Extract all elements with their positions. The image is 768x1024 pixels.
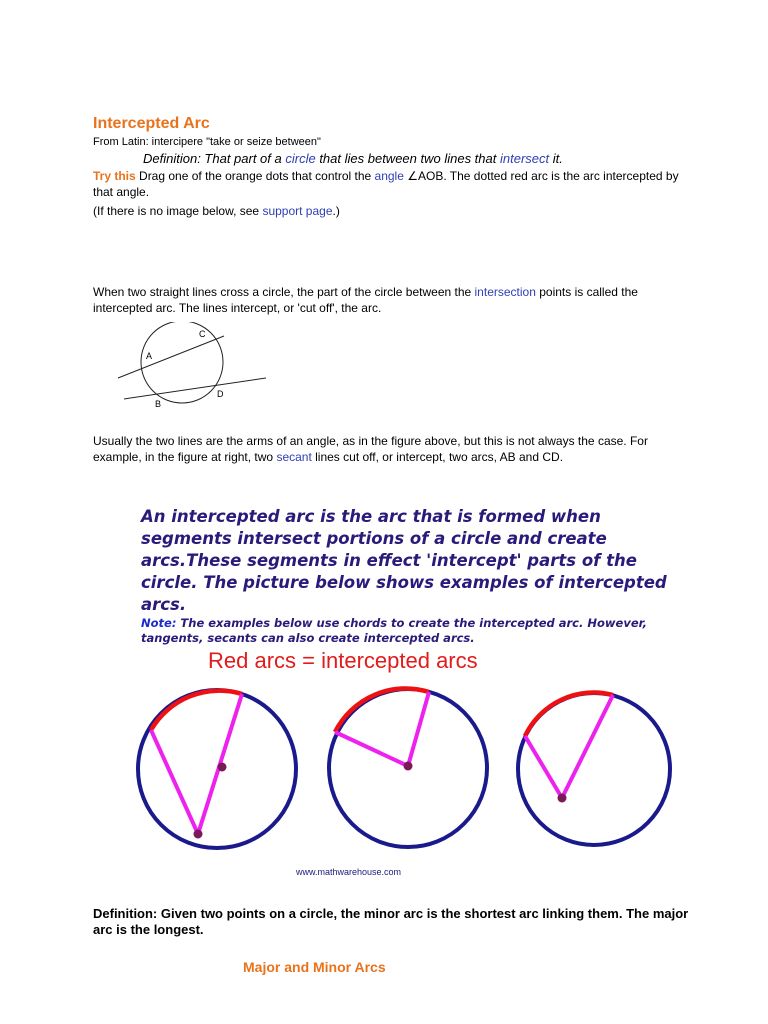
intercepted-arc-figure (112, 322, 282, 414)
label-d: D (217, 389, 224, 399)
panel-note (141, 616, 681, 646)
secant-link[interactable]: secant (276, 450, 312, 464)
circle-2-center (404, 762, 413, 771)
circle-2-chord-b (408, 692, 429, 766)
intersect-link[interactable]: intersect (499, 151, 550, 166)
label-c: C (199, 329, 206, 339)
page-title: Intercepted Arc (93, 115, 210, 132)
no-image-note (93, 203, 340, 219)
note-text: The examples below use chords to create the intercepted arc. However, tangents, secants can also create intercepted arcs. (141, 616, 647, 645)
circle-3-chord-b (562, 695, 613, 798)
circle-link[interactable]: circle (285, 151, 316, 166)
example-circle-3 (518, 693, 670, 845)
lines-text2: points is called the intercepted arc. The lines intercept, or 'cut off', the arc. (93, 285, 638, 315)
minor-major-definition: Definition: Given two points on a circle, the minor arc is the shortest arc linking them. The major arc is the longest. (93, 906, 689, 937)
angle-paragraph (93, 433, 693, 465)
definition (143, 151, 563, 166)
support-page-link[interactable]: support page (262, 204, 333, 218)
try-this-text2: ∠AOB. The dotted red arc is the arc intercepted by that angle. (93, 169, 679, 199)
angle-text1: Usually the two lines are the arms of an angle, as in the figure above, but this is not always the case. For example, in the figure at right, two (93, 434, 648, 464)
try-this-text1: Drag one of the orange dots that control the (135, 169, 375, 183)
circle-3-vertex (558, 794, 567, 803)
try-this-label: Try this (93, 169, 136, 183)
circle-3-chord-a (525, 736, 562, 798)
angle-text2: lines cut off, or intercept, two arcs, AB and CD. (311, 450, 564, 464)
intersection-link[interactable]: intersection (474, 285, 536, 299)
major-minor-heading: Major and Minor Arcs (243, 959, 386, 975)
label-a: A (146, 351, 153, 361)
circle-1-center (218, 763, 227, 772)
label-b: B (155, 399, 162, 409)
try-this-paragraph (93, 168, 693, 200)
example-circle-2 (329, 688, 487, 847)
no-image-text2: .) (332, 204, 340, 218)
circle-1-arc (151, 691, 242, 730)
circle-2-chord-a (335, 732, 408, 766)
intercepted-arc-image (128, 500, 688, 890)
red-arcs-title: Red arcs = intercepted arcs (208, 648, 478, 673)
panel-main-text: An intercepted arc is the arc that is formed when segments intersect portions of a circle and create arcs.These segments in effect 'intercept' parts of the circle. The picture below shows examples of intercepted arcs. (141, 507, 667, 614)
note-label: Note: (141, 616, 177, 630)
circle-1-vertex (194, 830, 203, 839)
angle-link[interactable]: angle (374, 169, 404, 183)
lines-paragraph (93, 284, 693, 316)
example-circles (128, 680, 688, 860)
credit-url: www.mathwarehouse.com (296, 867, 402, 877)
definition-suffix: it. (549, 151, 563, 166)
definition-middle: that lies between two lines that (315, 151, 500, 166)
lines-text1: When two straight lines cross a circle, the part of the circle between the (93, 285, 475, 299)
definition-prefix: Definition: That part of a (143, 151, 286, 166)
figure-line-upper (118, 336, 224, 378)
no-image-text1: (If there is no image below, see (93, 204, 263, 218)
circle-1-chord-a (151, 730, 198, 834)
etymology: From Latin: intercipere "take or seize between" (93, 136, 321, 148)
example-circle-1 (138, 690, 296, 848)
